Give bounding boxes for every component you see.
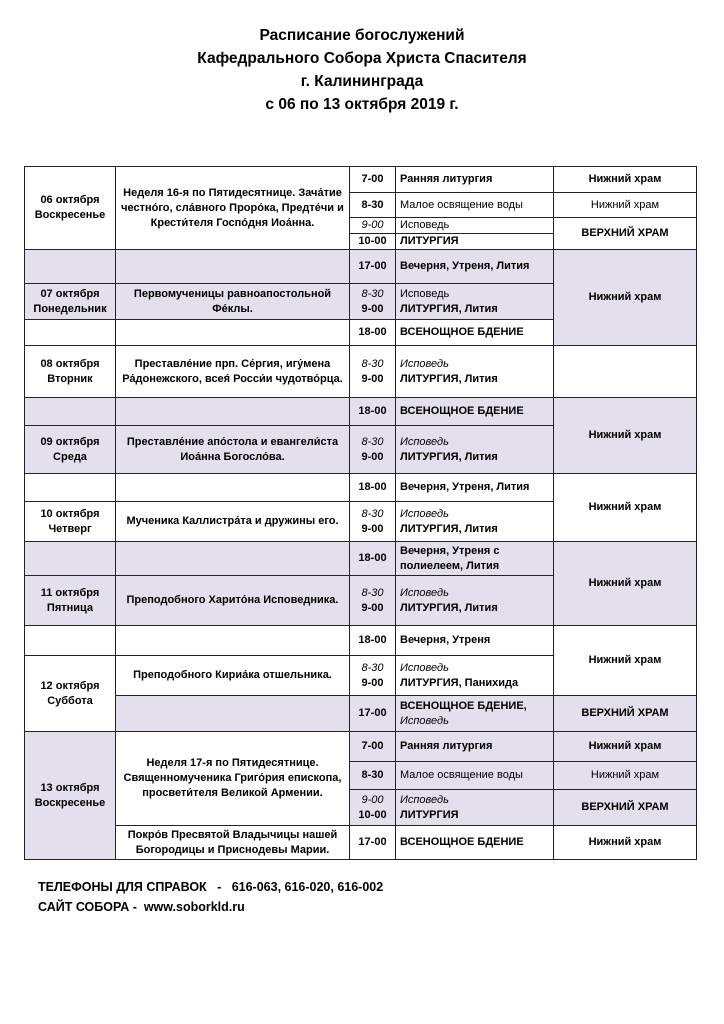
feast-cell [116,320,350,346]
church-cell: Нижний храм [554,250,697,346]
feast-cell [116,398,350,426]
day-cell [25,320,116,346]
time-cell [350,790,396,826]
feast-cell: Покро́в Пресвятой Владычицы нашей Богородицы и Приснодевы Марии. [116,826,350,860]
time-cell [350,426,396,474]
time-value: 8-30 [361,357,384,370]
service-cell: Ранняя литургия [396,732,554,762]
church-cell: ВЕРХНИЙ ХРАМ [554,218,697,250]
service-value: Исповедь [400,793,449,806]
day-date: 10 октября [40,507,100,520]
service-cell: Вечерня, Утреня с полиелеем, Лития [396,542,554,576]
day-cell [25,167,116,250]
time-value: 9-00 [361,450,384,463]
time-cell: 17-00 [350,250,396,284]
feast-cell: Неделя 17-я по Пятидесятнице. Священномученика Григо́рия епископа, просвети́теля Великой Армении. [116,732,350,826]
table-row [25,826,697,860]
service-cell: Ранняя литургия [396,167,554,193]
feast-cell [116,626,350,656]
table-row [25,398,697,426]
service-cell: Вечерня, Утреня, Лития [396,474,554,502]
service-value: ВСЕНОЩНОЕ БДЕНИЕ, [400,699,527,712]
feast-cell [116,542,350,576]
service-value: Исповедь [400,287,450,300]
phones-line: ТЕЛЕФОНЫ ДЛЯ СПРАВОК - 616-063, 616-020, 616-002 [38,880,384,894]
feast-cell: Первомученицы равноапостольной Фе́клы. [116,284,350,320]
day-cell [25,474,116,502]
day-weekday: Вторник [47,372,93,385]
service-cell [396,790,554,826]
time-cell [350,576,396,626]
service-cell [396,576,554,626]
service-cell: Вечерня, Утреня, Лития [396,250,554,284]
service-value: Исповедь [400,661,449,674]
table-row [25,542,697,576]
day-weekday: Среда [53,450,87,463]
service-value: ЛИТУРГИЯ, Лития [400,450,498,463]
day-weekday: Воскресенье [34,796,106,809]
service-cell [396,346,554,398]
day-cell [25,398,116,426]
day-cell [25,732,116,860]
title-line-3: г. Калининграда [300,73,424,90]
service-cell: Малое освящение воды [396,762,554,790]
service-cell [396,656,554,696]
time-cell: 18-00 [350,320,396,346]
day-cell [25,346,116,398]
day-weekday: Четверг [48,522,92,535]
day-cell [25,626,116,656]
table-row [25,346,697,398]
service-cell: ВСЕНОЩНОЕ БДЕНИЕ [396,320,554,346]
table-row [25,626,697,656]
time-cell: 7-00 [350,732,396,762]
time-cell: 17-00 [350,826,396,860]
day-date: 09 октября [40,435,100,448]
time-value: 9-00 [361,793,384,806]
day-cell [25,542,116,576]
day-cell [25,284,116,320]
footer [38,877,383,917]
time-cell: 10-00 [350,234,396,250]
time-value: 8-30 [361,435,384,448]
feast-cell: Преподобного Кириа́ка отшельника. [116,656,350,696]
church-cell: Нижний храм [554,474,697,542]
time-cell [350,346,396,398]
feast-cell [116,696,350,732]
time-cell: 7-00 [350,167,396,193]
title-line-1: Расписание богослужений [259,27,465,44]
church-cell [554,346,697,398]
day-date: 06 октября [40,194,100,206]
day-weekday: Пятница [46,601,94,614]
table-row [25,167,697,193]
service-value: Исповедь [400,714,449,727]
time-cell: 18-00 [350,398,396,426]
table-row [25,732,697,762]
time-value: 9-00 [361,302,384,315]
service-cell: Малое освящение воды [396,193,554,218]
feast-cell: Мученика Каллистра́та и дружины его. [116,502,350,542]
day-cell [25,426,116,474]
time-cell: 8-30 [350,193,396,218]
church-cell: ВЕРХНИЙ ХРАМ [554,696,697,732]
church-cell: Нижний храм [554,398,697,474]
service-cell: Исповедь [396,218,554,234]
time-cell: 17-00 [350,696,396,732]
title-line-2: Кафедрального Собора Христа Спасителя [197,50,527,67]
day-cell [25,656,116,732]
day-weekday: Суббота [47,694,93,707]
time-cell: 18-00 [350,626,396,656]
time-value: 8-30 [361,507,384,520]
service-cell: Вечерня, Утреня [396,626,554,656]
feast-cell: Преставле́ние апо́стола и евангели́ста Иоа́нна Богосло́ва. [116,426,350,474]
church-cell: Нижний храм [554,732,697,762]
service-value: ЛИТУРГИЯ, Лития [400,522,498,535]
day-cell [25,250,116,284]
service-value: ЛИТУРГИЯ, Лития [400,302,498,315]
day-date: 07 октября [40,287,100,300]
church-cell: Нижний храм [554,826,697,860]
table-row [25,474,697,502]
service-cell: ЛИТУРГИЯ [396,234,554,250]
church-cell: Нижний храм [554,762,697,790]
time-cell: 18-00 [350,542,396,576]
time-cell [350,502,396,542]
service-cell [396,696,554,732]
service-cell [396,284,554,320]
schedule-table [24,166,697,860]
church-cell: Нижний храм [554,167,697,193]
service-value: Исповедь [400,435,449,448]
service-value: Исповедь [400,357,449,370]
time-cell: 8-30 [350,762,396,790]
time-cell [350,656,396,696]
table-row [25,696,697,732]
day-cell [25,502,116,542]
church-cell: ВЕРХНИЙ ХРАМ [554,790,697,826]
day-weekday: Воскресенье [34,209,106,221]
feast-cell: Преставле́ние прп. Се́ргия, игу́мена Ра́донежского, всея́ Росси́и чудотво́рца. [116,346,350,398]
service-value: Исповедь [400,507,449,520]
time-cell [350,284,396,320]
church-cell: Нижний храм [554,542,697,626]
time-value: 8-30 [361,287,384,300]
feast-cell: Неделя 16-я по Пятидесятнице. Зача́тие честно́го, сла́вного Проро́ка, Предте́чи и Крести́теля Госпо́дня Иоа́нна. [116,167,350,250]
day-date: 12 октября [40,679,100,692]
service-cell [396,426,554,474]
feast-cell: Преподобного Харито́на Исповедника. [116,576,350,626]
time-value: 10-00 [358,808,387,821]
church-cell: Нижний храм [554,193,697,218]
time-value: 9-00 [361,601,384,614]
feast-cell [116,250,350,284]
service-value: ЛИТУРГИЯ, Лития [400,372,498,385]
service-value: ЛИТУРГИЯ, Лития [400,601,498,614]
day-date: 08 октября [40,357,100,370]
day-date: 11 октября [40,586,100,599]
time-cell: 9-00 [350,218,396,234]
service-value: Исповедь [400,586,449,599]
church-cell: Нижний храм [554,626,697,696]
day-weekday: Понедельник [33,302,107,315]
service-cell: ВСЕНОЩНОЕ БДЕНИЕ [396,398,554,426]
service-value: ЛИТУРГИЯ, Панихида [400,676,519,689]
service-cell [396,502,554,542]
day-date: 13 октября [40,781,100,794]
page-title [0,24,724,116]
site-line: САЙТ СОБОРА - www.soborkld.ru [38,900,245,914]
table-row [25,250,697,284]
title-line-4: с 06 по 13 октября 2019 г. [265,96,459,113]
service-cell: ВСЕНОЩНОЕ БДЕНИЕ [396,826,554,860]
time-value: 8-30 [361,586,384,599]
time-cell: 18-00 [350,474,396,502]
time-value: 9-00 [361,676,384,689]
time-value: 9-00 [361,522,384,535]
time-value: 8-30 [361,661,384,674]
day-cell [25,576,116,626]
service-value: ЛИТУРГИЯ [400,808,459,821]
time-value: 9-00 [361,372,384,385]
feast-cell [116,474,350,502]
